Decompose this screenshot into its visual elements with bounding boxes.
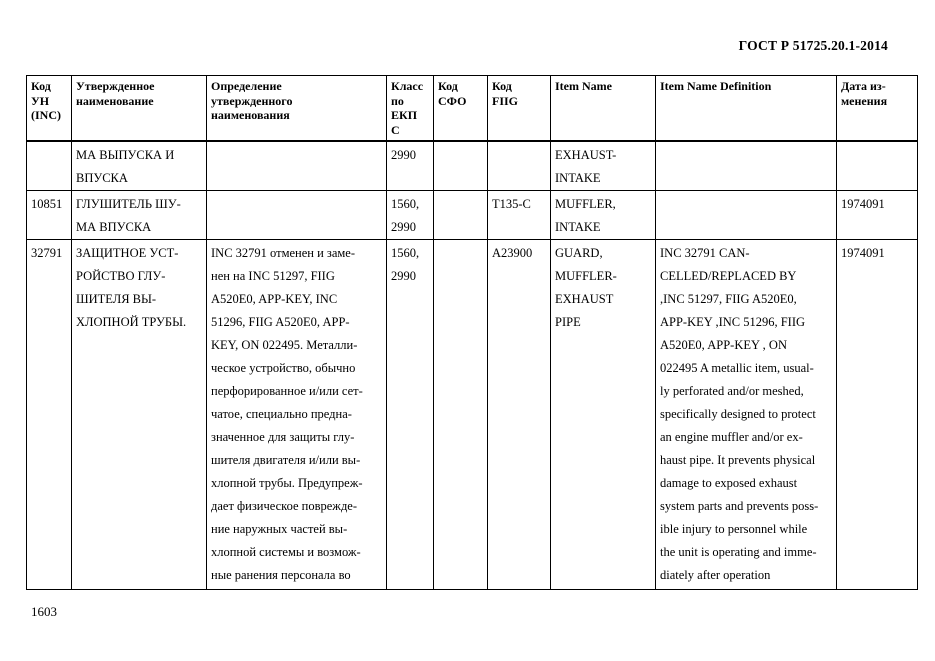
cell-class: 2990 <box>387 141 434 190</box>
table-row <box>27 239 918 589</box>
classification-table <box>26 75 918 590</box>
cell-definition: INC 32791 отменен и заме- нен на INC 51297, FIIG A520E0, APP-KEY, INC 51296, FIIG A520E0, APP- KEY, ON 022495. Металли- ческое устройство, обычно перфорированное и/или сет- чатое, специально предна- значенное для защиты глу- шителя двигателя и/или вы- хлопной трубы. Предупреж- дает физическое поврежде- ние наружных частей вы- хлопной системы и возмож- ные ранения персонала во <box>207 239 387 589</box>
table-header-row <box>27 76 918 142</box>
col-header-change-date: Дата из- менения <box>837 76 918 142</box>
cell-item-name: MUFFLER, INTAKE <box>551 190 656 239</box>
col-header-item-name-definition: Item Name Definition <box>656 76 837 142</box>
cell-class: 1560, 2990 <box>387 239 434 589</box>
cell-definition <box>207 141 387 190</box>
cell-item-name-definition: INC 32791 CAN- CELLED/REPLACED BY ,INC 51297, FIIG A520E0, APP-KEY ,INC 51296, FIIG A520E0, APP-KEY , ON 022495 A metallic item, usual- ly perforated and/or meshed, specifically designed to protect an engine muffler and/or ex- haust pipe. It prevents physical damage to exposed exhaust system parts and prevents poss- ible injury to personnel while the unit is operating and imme- diately after operation <box>656 239 837 589</box>
cell-fiig: A23900 <box>488 239 551 589</box>
col-header-sfo: Код СФО <box>434 76 488 142</box>
cell-sfo <box>434 190 488 239</box>
cell-item-name: GUARD, MUFFLER- EXHAUST PIPE <box>551 239 656 589</box>
cell-sfo <box>434 239 488 589</box>
cell-definition <box>207 190 387 239</box>
col-header-definition: Определение утвержденного наименования <box>207 76 387 142</box>
cell-approved-name: ГЛУШИТЕЛЬ ШУ- МА ВПУСКА <box>72 190 207 239</box>
cell-change-date: 1974091 <box>837 239 918 589</box>
col-header-approved-name: Утвержденное наименование <box>72 76 207 142</box>
standard-code: ГОСТ Р 51725.20.1-2014 <box>738 38 888 53</box>
cell-item-name: EXHAUST- INTAKE <box>551 141 656 190</box>
cell-change-date: 1974091 <box>837 190 918 239</box>
cell-inc <box>27 141 72 190</box>
page-number: 1603 <box>31 604 57 619</box>
cell-item-name-definition <box>656 141 837 190</box>
col-header-item-name: Item Name <box>551 76 656 142</box>
cell-approved-name: ЗАЩИТНОЕ УСТ- РОЙСТВО ГЛУ- ШИТЕЛЯ ВЫ- ХЛОПНОЙ ТРУБЫ. <box>72 239 207 589</box>
cell-change-date <box>837 141 918 190</box>
col-header-inc: Код УН (INC) <box>27 76 72 142</box>
cell-inc: 32791 <box>27 239 72 589</box>
cell-inc: 10851 <box>27 190 72 239</box>
col-header-fiig: Код FIIG <box>488 76 551 142</box>
cell-fiig: T135-C <box>488 190 551 239</box>
cell-fiig <box>488 141 551 190</box>
col-header-class: Класс по ЕКП С <box>387 76 434 142</box>
table-row <box>27 190 918 239</box>
cell-approved-name: МА ВЫПУСКА И ВПУСКА <box>72 141 207 190</box>
cell-item-name-definition <box>656 190 837 239</box>
table-row <box>27 141 918 190</box>
cell-class: 1560, 2990 <box>387 190 434 239</box>
cell-sfo <box>434 141 488 190</box>
